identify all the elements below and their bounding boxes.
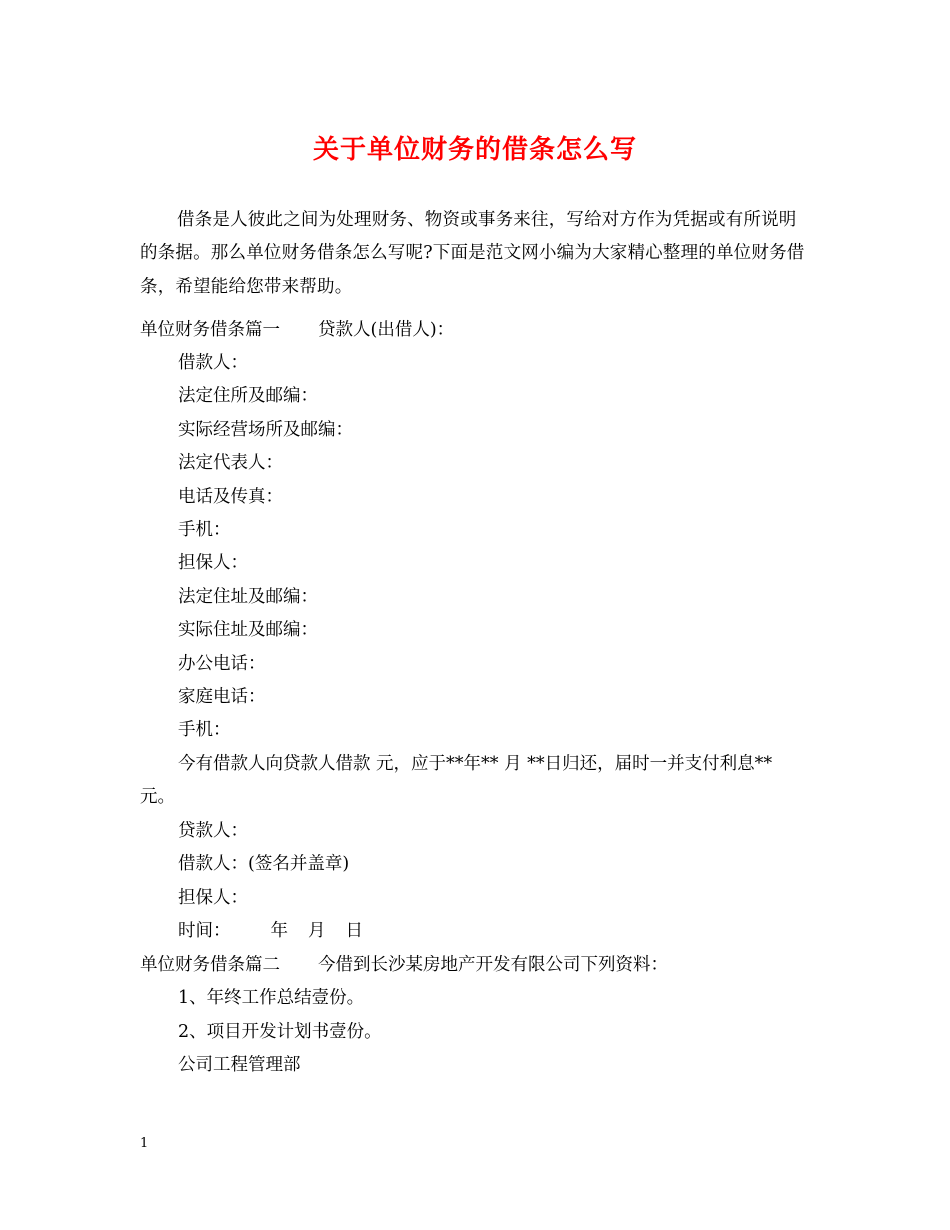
section2-item-2: 2、项目开发计划书壹份。 — [178, 1022, 382, 1042]
page-number: 1 — [140, 1136, 149, 1151]
field-borrower: 借款人： — [178, 353, 248, 373]
field-business-address: 实际经营场所及邮编： — [178, 420, 353, 440]
field-legal-address: 法定住所及邮编： — [178, 386, 318, 406]
section1-heading-line — [140, 314, 830, 347]
signature-guarantor: 担保人： — [178, 888, 248, 908]
field-guarantor-mobile: 手机： — [178, 720, 231, 740]
date-month: 月 — [308, 921, 326, 941]
section1-heading: 单位财务借条篇一 — [140, 320, 280, 340]
section2-department: 公司工程管理部 — [178, 1055, 301, 1075]
intro-paragraph: 借条是人彼此之间为处理财务、物资或事务来往，写给对方作为凭据或有所说明的条据。那么单位财务借条怎么写呢?下面是范文网小编为大家精心整理的单位财务借条，希望能给您带来帮助。 — [140, 210, 805, 297]
section2-lead: 今借到长沙某房地产开发有限公司下列资料： — [318, 955, 668, 975]
field-office-phone: 办公电话： — [178, 654, 266, 674]
signature-borrower: 借款人：(签名并盖章) — [178, 854, 350, 874]
field-guarantor-actual-address: 实际住址及邮编： — [178, 620, 318, 640]
signature-lender: 贷款人： — [178, 821, 248, 841]
field-home-phone: 家庭电话： — [178, 687, 266, 707]
date-year: 年 — [270, 921, 288, 941]
section1-lead: 贷款人(出借人)： — [318, 320, 455, 340]
section2-heading: 单位财务借条篇二 — [140, 955, 280, 975]
field-mobile: 手机： — [178, 520, 231, 540]
section2-item-1: 1、年终工作总结壹份。 — [178, 988, 365, 1008]
date-label: 时间： — [178, 921, 231, 941]
field-phone-fax: 电话及传真： — [178, 487, 283, 507]
section2-heading-line — [140, 949, 830, 982]
field-legal-representative: 法定代表人： — [178, 453, 283, 473]
document-title: 关于单位财务的借条怎么写 — [312, 135, 637, 165]
date-line — [178, 915, 868, 948]
date-day: 日 — [345, 921, 363, 941]
loan-statement: 今有借款人向贷款人借款 元，应于**年** 月 **日归还，届时一并支付利息** 元。 — [140, 754, 773, 808]
field-guarantor: 担保人： — [178, 553, 248, 573]
field-guarantor-legal-address: 法定住址及邮编： — [178, 587, 318, 607]
